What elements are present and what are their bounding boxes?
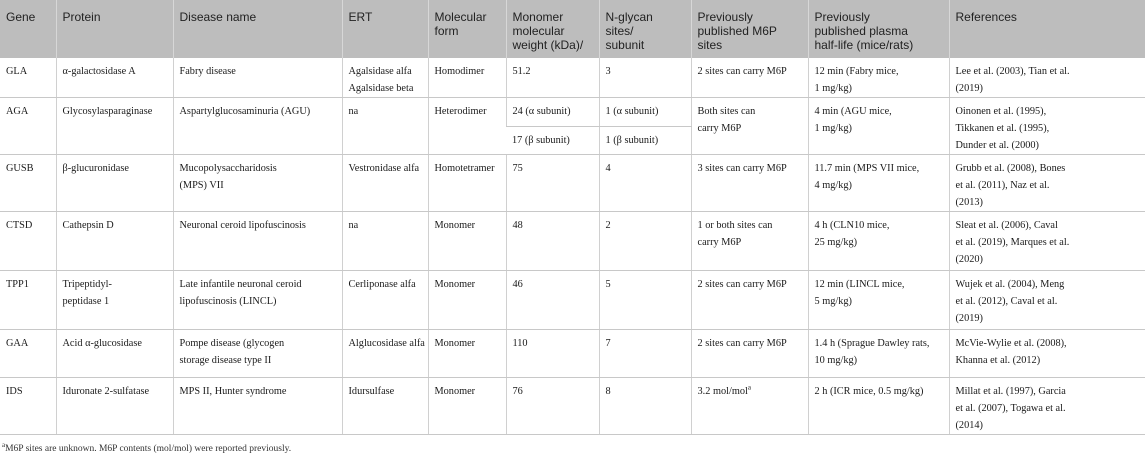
cell-nglycan: 7 — [599, 330, 691, 378]
cell-ert: Agalsidase alfa Agalsidase beta — [342, 58, 428, 98]
cell-mw: 51.2 — [506, 58, 599, 98]
table-row-gaa — [0, 330, 1145, 378]
header-row — [0, 0, 1145, 58]
header-m6p-sites: Previously published M6P sites — [691, 0, 808, 58]
cell-disease: Mucopolysaccharidosis (MPS) VII — [173, 155, 342, 212]
cell-protein: Tripeptidyl- peptidase 1 — [56, 271, 173, 330]
cell-protein: Acid α-glucosidase — [56, 330, 173, 378]
cell-ert: na — [342, 98, 428, 155]
header-half-life: Previously published plasma half-life (mice/rats) — [808, 0, 949, 58]
cell-form: Monomer — [428, 271, 506, 330]
cell-form: Heterodimer — [428, 98, 506, 155]
cell-nglycan-alpha: 1 (α subunit) — [599, 98, 691, 127]
cell-form: Homotetramer — [428, 155, 506, 212]
cell-m6p: Both sites can carry M6P — [691, 98, 808, 155]
header-references: References — [949, 0, 1145, 58]
cell-nglycan: 4 — [599, 155, 691, 212]
header-molecular-form: Molecular form — [428, 0, 506, 58]
cell-references: Oinonen et al. (1995), Tikkanen et al. (1995), Dunder et al. (2000) — [949, 98, 1145, 155]
table-row-tpp1 — [0, 271, 1145, 330]
cell-half-life: 11.7 min (MPS VII mice, 4 mg/kg) — [808, 155, 949, 212]
cell-form: Homodimer — [428, 58, 506, 98]
cell-protein: Glycosylasparaginase — [56, 98, 173, 155]
cell-m6p: 1 or both sites can carry M6P — [691, 212, 808, 271]
cell-mw: 76 — [506, 378, 599, 435]
cell-mw: 48 — [506, 212, 599, 271]
table-row-aga — [0, 98, 1145, 127]
cell-ert: Idursulfase — [342, 378, 428, 435]
cell-disease: Aspartylglucosaminuria (AGU) — [173, 98, 342, 155]
header-nglycan: N-glycan sites/ subunit — [599, 0, 691, 58]
cell-gene: IDS — [0, 378, 56, 435]
cell-mw: 46 — [506, 271, 599, 330]
cell-mw: 110 — [506, 330, 599, 378]
cell-m6p: 3.2 mol/mol$^a$ — [691, 378, 808, 435]
cell-references: Millat et al. (1997), Garcia et al. (2007), Togawa et al. (2014) — [949, 378, 1145, 435]
cell-half-life: 12 min (LINCL mice, 5 mg/kg) — [808, 271, 949, 330]
cell-m6p: 2 sites can carry M6P — [691, 271, 808, 330]
header-protein: Protein — [56, 0, 173, 58]
cell-nglycan-beta: 1 (β subunit) — [599, 127, 691, 155]
cell-protein: Iduronate 2-sulfatase — [56, 378, 173, 435]
cell-nglycan: 2 — [599, 212, 691, 271]
cell-form: Monomer — [428, 212, 506, 271]
cell-nglycan: 3 — [599, 58, 691, 98]
cell-m6p: 2 sites can carry M6P — [691, 330, 808, 378]
header-gene: Gene — [0, 0, 56, 58]
cell-protein: α-galactosidase A — [56, 58, 173, 98]
cell-disease: Late infantile neuronal ceroid lipofuscinosis (LINCL) — [173, 271, 342, 330]
cell-half-life: 4 min (AGU mice, 1 mg/kg) — [808, 98, 949, 155]
cell-mw-alpha: 24 (α subunit) — [506, 98, 599, 127]
cell-references: McVie-Wylie et al. (2008), Khanna et al. (2012) — [949, 330, 1145, 378]
cell-mw-beta: 17 (β subunit) — [506, 127, 599, 155]
table-footnote — [2, 440, 292, 454]
table-row-gla — [0, 58, 1145, 98]
cell-protein: Cathepsin D — [56, 212, 173, 271]
table-row-gusb — [0, 155, 1145, 212]
cell-references: Lee et al. (2003), Tian et al. (2019) — [949, 58, 1145, 98]
cell-gene: GLA — [0, 58, 56, 98]
cell-gene: CTSD — [0, 212, 56, 271]
cell-references: Sleat et al. (2006), Caval et al. (2019), Marques et al. (2020) — [949, 212, 1145, 271]
footnote-marker: a — [2, 440, 6, 449]
table-row-ids — [0, 378, 1145, 435]
header-disease: Disease name — [173, 0, 342, 58]
cell-disease: MPS II, Hunter syndrome — [173, 378, 342, 435]
header-ert: ERT — [342, 0, 428, 58]
cell-nglycan: 8 — [599, 378, 691, 435]
cell-half-life: 2 h (ICR mice, 0.5 mg/kg) — [808, 378, 949, 435]
footnote-marker: a — [747, 383, 751, 392]
cell-gene: GUSB — [0, 155, 56, 212]
cell-half-life: 4 h (CLN10 mice, 25 mg/kg) — [808, 212, 949, 271]
cell-ert: Cerliponase alfa — [342, 271, 428, 330]
cell-nglycan: 5 — [599, 271, 691, 330]
cell-half-life: 12 min (Fabry mice, 1 mg/kg) — [808, 58, 949, 98]
cell-form: Monomer — [428, 330, 506, 378]
cell-disease: Neuronal ceroid lipofuscinosis — [173, 212, 342, 271]
cell-m6p: 3 sites can carry M6P — [691, 155, 808, 212]
cell-gene: GAA — [0, 330, 56, 378]
cell-half-life: 1.4 h (Sprague Dawley rats, 10 mg/kg) — [808, 330, 949, 378]
cell-mw: 75 — [506, 155, 599, 212]
cell-form: Monomer — [428, 378, 506, 435]
cell-m6p: 2 sites can carry M6P — [691, 58, 808, 98]
footnote-text: M6P sites are unknown. M6P contents (mol/mol) were reported previously. — [5, 444, 292, 454]
cell-protein: β-glucuronidase — [56, 155, 173, 212]
cell-disease: Fabry disease — [173, 58, 342, 98]
table-row-ctsd — [0, 212, 1145, 271]
cell-ert: Alglucosidase alfa — [342, 330, 428, 378]
cell-gene: AGA — [0, 98, 56, 155]
cell-references: Wujek et al. (2004), Meng et al. (2012), Caval et al. (2019) — [949, 271, 1145, 330]
cell-disease: Pompe disease (glycogen storage disease type II — [173, 330, 342, 378]
cell-ert: Vestronidase alfa — [342, 155, 428, 212]
cell-ert: na — [342, 212, 428, 271]
header-molecular-weight: Monomer molecular weight (kDa)/ — [506, 0, 599, 58]
cell-gene: TPP1 — [0, 271, 56, 330]
cell-references: Grubb et al. (2008), Bones et al. (2011), Naz et al. (2013) — [949, 155, 1145, 212]
